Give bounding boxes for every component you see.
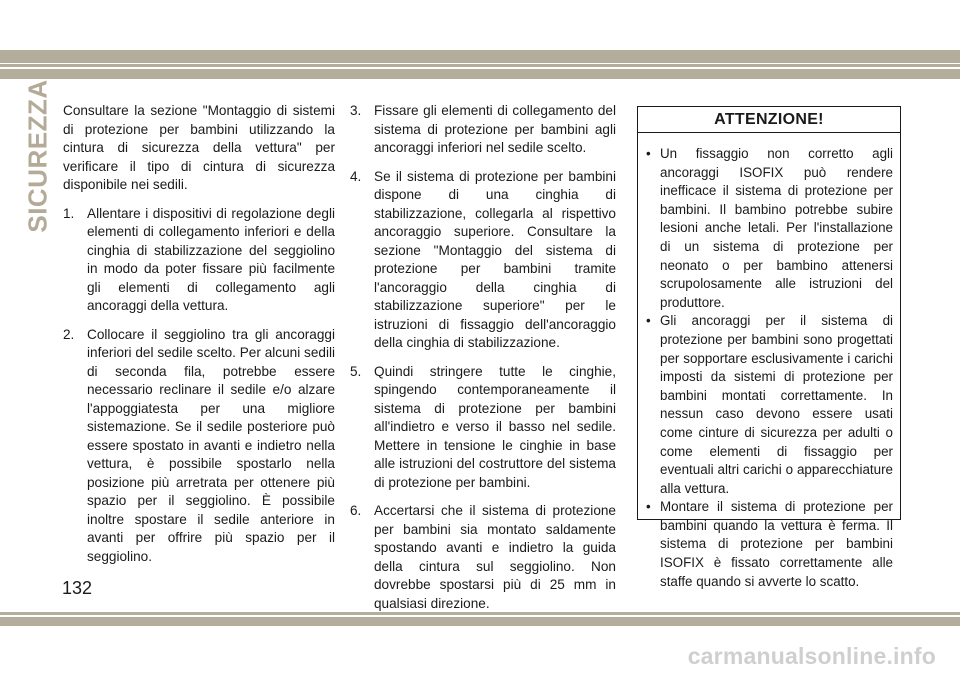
step-number: 4. [350, 168, 362, 184]
page-number: 132 [62, 578, 93, 598]
step-item [350, 363, 616, 493]
section-side-label-text: SICUREZZA [22, 79, 53, 233]
step-item [350, 102, 616, 158]
warning-item [646, 145, 893, 312]
warning-item [646, 312, 893, 498]
footer-rule [0, 612, 960, 615]
step-text: Se il sistema di protezione per bambini dispone di una cinghia di stabilizzazione, collegarla al rispettivo ancoraggio superiore. Consultare la sezione "Montaggio del sistema di protezione per bambini tramite l'ancoraggio della cinghia di stabilizzazione superiore" per le istruzioni di fissaggio dell'ancoraggio della cinghia di stabilizzazione. [374, 168, 616, 350]
step-item [63, 326, 335, 567]
warning-item [646, 498, 893, 591]
step-item [63, 205, 335, 316]
step-number: 2. [63, 326, 75, 342]
header-stripe [0, 64, 960, 67]
warning-list [638, 145, 900, 591]
text-column-left [63, 102, 335, 576]
warning-title: ATTENZIONE! [638, 107, 900, 133]
footer-rule [0, 617, 960, 626]
warning-box [637, 106, 901, 589]
step-number: 5. [350, 363, 362, 379]
steps-list-left [63, 205, 335, 567]
bullet-icon: • [646, 499, 651, 515]
step-text: Fissare gli elementi di collegamento del sistema di protezione per bambini agli ancoraggi inferiori nel sedile scelto. [374, 103, 616, 155]
step-text: Quindi stringere tutte le cinghie, spingendo contemporaneamente il sistema di protezione per bambini all'indietro e verso il basso nel sedile. Mettere in tensione le cinghie in base alle istruzioni del costruttore del sistema di protezione per bambini. [374, 363, 616, 490]
warning-item-text: Gli ancoraggi per il sistema di protezione per bambini sono progettati per sopportare esclusivamente i carichi imposti da sistemi di protezione per bambini montati correttamente. In nessun caso devono essere usati come cinture di sicurezza per adulti o come elementi di fissaggio per eventuali altri carichi o apparecchiature alla vettura. [660, 313, 893, 496]
step-number: 1. [63, 205, 75, 221]
text-column-middle [350, 102, 616, 623]
step-number: 6. [350, 503, 362, 518]
site-watermark: carmanualsonline.info [687, 643, 936, 669]
warning-item-text: Montare il sistema di protezione per bambini quando la vettura è ferma. Il sistema di protezione per bambini ISOFIX è fissato correttamente alle staffe quando si avverte lo scatto. [660, 499, 893, 589]
steps-list-middle [350, 102, 616, 613]
intro-paragraph: Consultare la sezione "Montaggio di sistemi di protezione per bambini utilizzando la cintura di sicurezza della vettura" per verificare il tipo di cintura di sicurezza disponibile nei sedili. [63, 103, 335, 192]
header-stripe [0, 69, 960, 79]
warning-item-text: Un fissaggio non corretto agli ancoraggi ISOFIX può rendere inefficace il sistema di protezione per bambini. Il bambino potrebbe subire lesioni anche letali. Per l'installazione di un sistema di protezione per neonato o per bambino attenersi scrupolosamente alle istruzioni del produttore. [660, 146, 893, 310]
header-band [0, 0, 960, 80]
header-stripe [0, 50, 960, 63]
step-text: Allentare i dispositivi di regolazione degli elementi di collegamento inferiori e della cinghia di stabilizzazione del seggiolino in modo da poter fissare più facilmente gli elementi di collegamento agli ancoraggi della vettura. [87, 205, 335, 313]
section-side-label [22, 79, 54, 233]
step-text: Accertarsi che il sistema di protezione per bambini sia montato saldamente spostando avanti e indietro la guida della cintura sul seggiolino. Non dovrebbe spostarsi più di 25 mm in qualsiasi direzione. [374, 503, 616, 611]
bullet-icon: • [646, 146, 651, 161]
step-item [350, 168, 616, 353]
step-item [350, 502, 616, 613]
bullet-icon: • [646, 313, 651, 329]
step-number: 3. [350, 103, 362, 118]
step-text: Collocare il seggiolino tra gli ancoraggi inferiori del sedile scelto. Per alcuni sedili di seconda fila, potrebbe essere necessario reclinare il sedile e/o alzare l'appoggiatesta per una migliore sistemazione. Se il sedile posteriore può essere spostato in avanti e indietro nella vettura, è possibile spostarlo nella posizione più arretrata per ottenere più spazio per il seggiolino. È possibile inoltre spostare il sedile anteriore in avanti per offrire più spazio per il seggiolino. [87, 326, 335, 564]
